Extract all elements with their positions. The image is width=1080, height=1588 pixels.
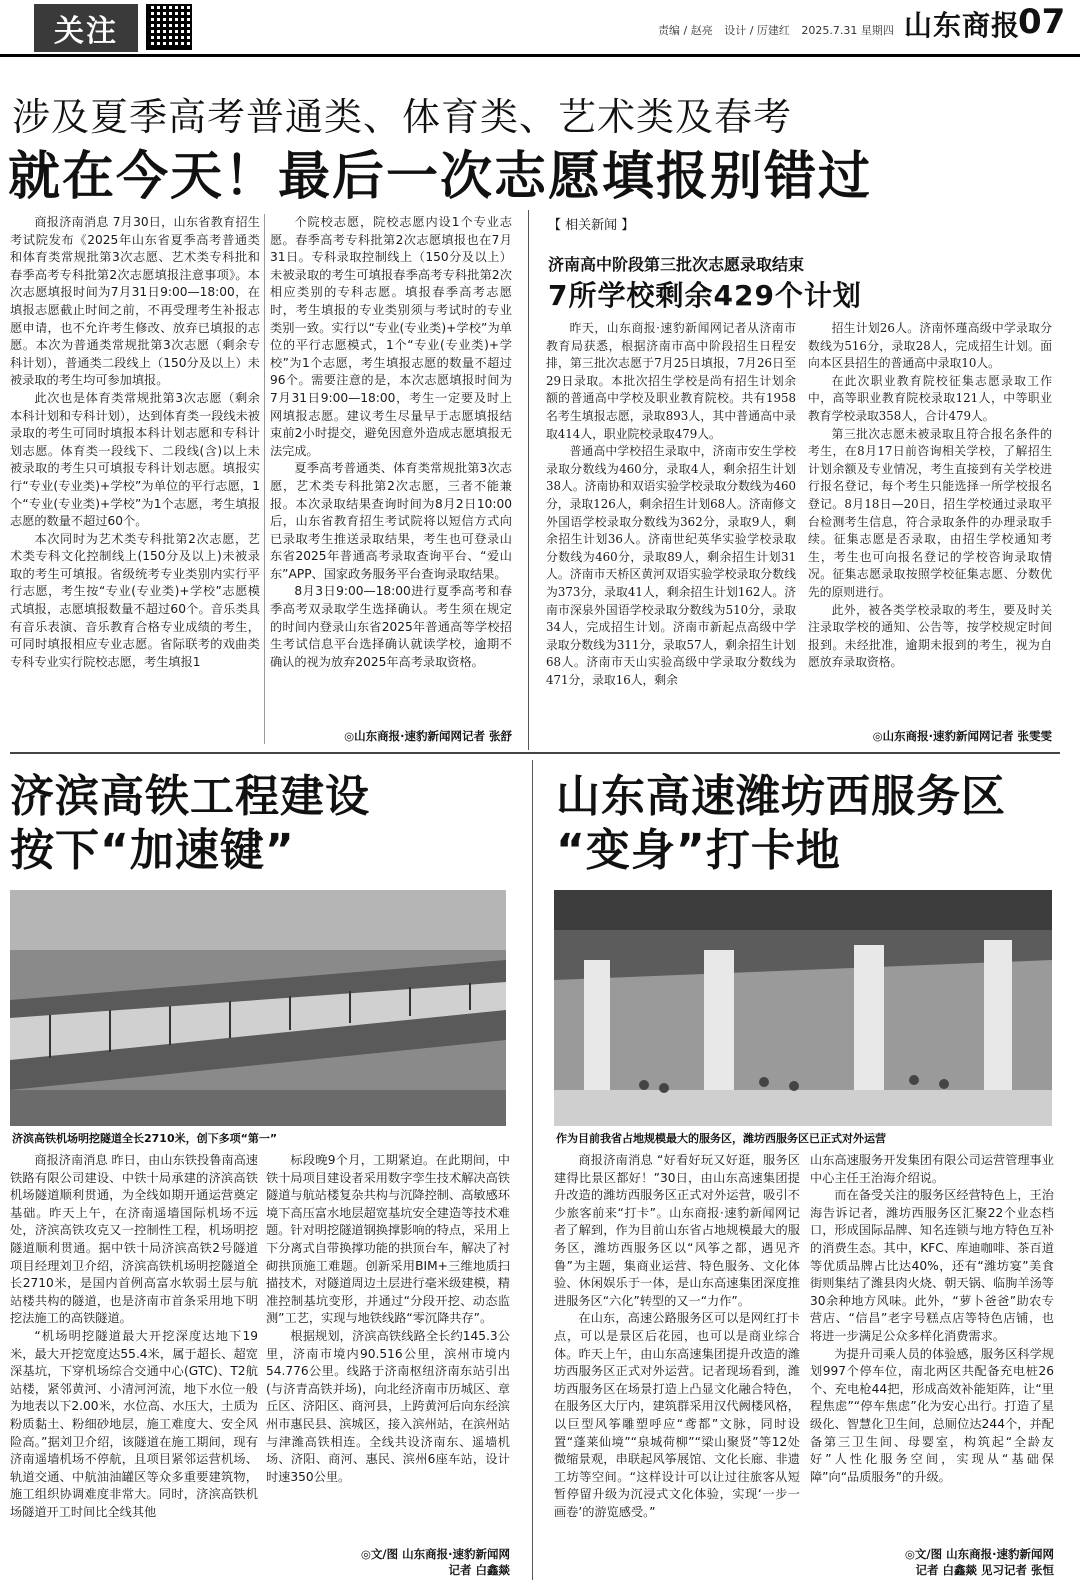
issue-date: 2025.7.31 星期四 (801, 24, 894, 37)
header-rule (0, 54, 1080, 57)
story-right-column-2 (810, 1152, 1054, 1542)
section-tag: 关注 (34, 4, 138, 52)
paragraph: 普通高中学校招生录取中，济南市安生学校录取分数线为460分，录取4人，剩余招生计划38人。济南协和双语实验学校录取分数线为460分，录取126人，剩余招生计划68人。济南修文外国语学校录取分数线为362分，录取9人，剩余招生计划36人。济南世纪英华实验学校录取分数线为460分，录取89人，剩余招生计划31人。济南市天桥区黄河双语实验学校录取分数线为373分，录取41人，剩余招生计划162人。济南市深泉外国语学校录取分数线为510分，录取34人，完成招生计划。济南市新起点高级中学录取分数线为311分，录取57人，剩余招生计划68人。济南市天山实验高级中学录取分数线为471分，录取16人，剩余 (546, 444, 796, 687)
story-left-column-2 (266, 1152, 510, 1542)
title-line: 山东高速潍坊西服务区 (556, 771, 1006, 822)
paragraph: 第三批次志愿未被录取且符合报名条件的考生，在8月17日前咨询相关学校，了解招生计划余额及专业情况，考生直接到有关学校进行报名登记，每个考生只能选择一所学校报名登记。8月18日—20日，招生学校通过录取平台检测考生信息，符合录取条件的办理录取手续。征集志愿是否录取，由招生学校通知考生，考生也可向报名登记的学校咨询录取情况。征集志愿录取按照学校征集志愿、分数优先的原则进行。 (808, 426, 1052, 599)
paragraph: 此次也是体育类常规批第3次志愿（剩余本科计划和专科计划），达到体育类一段线未被录取的考生可同时填报本科计划志愿和专科计划志愿。体育类一段线下、二段线(含)以上未被录取的考生只可填报专科计划志愿。填报实行“专业(专业类)+学校”为单位的平行志愿，1个“专业(专业类)+学校”为1个志愿，考生填报志愿的数量不超过60个。 (10, 390, 260, 529)
page-credits (658, 22, 902, 38)
paragraph: 夏季高考普通类、体育类常规批第3次志愿，艺术类专科批第2次志愿，三者不能兼报。本次录取结果查询时间为8月2日10:00后，山东省教育招生考试院将以短信方式向已录取考生推送录取结果，考生也可登录山东省2025年普通高考录取查询平台、“爱山东”APP、国家政务服务平台查询录取结果。 (270, 461, 512, 581)
column-divider (264, 214, 265, 744)
paragraph: “机场明挖隧道最大开挖深度达地下19米，最大开挖宽度达55.4米，属于超长、超宽深基坑，下穿机场综合交通中心(GTC)、T2航站楼，紧邻黄河、小清河河流，地下水位一般为地表以下2.00米，水位高、水压大，土质为粉质黏土、粉细砂地层，施工难度大、安全风险高。”据刘卫介绍，该隧道在施工期间，现有济南遥墙机场不停航，且项目紧邻运营机场、轨道交通、中航油油罐区等众多重要建筑物，施工组织协调难度非常大。同时，济滨高铁机场隧道开工时间比全线其他 (10, 1328, 258, 1519)
paragraph: 标段晚9个月，工期紧迫。在此期间，中铁十局项目建设者采用数字孪生技术解决高铁隧道与航站楼复杂共构与沉降控制、高敏感环境下高压富水地层超宽基坑安全建造等技术难题。针对明挖隧道钢换撑影响的特点，采用上下分离式自带换撑功能的拱顶台车，解决了衬砌拱顶施工难题。创新采用BIM+三维地质扫描技术，对隧道周边土层进行毫米级建模，精准控制基坑变形，并通过“分段开挖、动态监测”工艺，实现与地铁线路“零沉降共存”。 (266, 1153, 510, 1326)
related-column-1 (546, 320, 796, 746)
related-column-2 (808, 320, 1052, 724)
story-right-caption: 作为目前我省占地规模最大的服务区，潍坊西服务区已正式对外运营 (556, 1132, 886, 1145)
story-left-caption: 济滨高铁机场明挖隧道全长2710米，创下多项“第一” (12, 1132, 278, 1145)
story-left-title (10, 770, 370, 878)
related-byline: ◎山东商报·速豹新闻网记者 张雯雯 (872, 729, 1052, 743)
story-left-byline (266, 1546, 510, 1578)
paragraph: 根据规划，济滨高铁线路全长约145.3公里，济南市境内90.516公里，滨州市境内54.776公里。线路于济南枢纽济南东站引出(与济青高铁并场)，向北经济南市历城区、章丘区、济阳区、商河县，上跨黄河后向东经滨州市惠民县、滨城区，接入滨州站，在滨州站与津潍高铁相连。全线共设济南东、遥墙机场、济阳、商河、惠民、滨州6座车站，设计时速350公里。 (266, 1328, 510, 1484)
section-divider (528, 210, 529, 750)
byline-line: ◎文/图 山东商报·速豹新闻网 (904, 1547, 1054, 1561)
story-right-title (556, 770, 1006, 878)
paragraph: 此外，被各类学校录取的考生，要及时关注录取学校的通知、公告等，按学校规定时间报到。未经批准，逾期未报到的考生，视为自愿放弃录取资格。 (808, 602, 1052, 670)
service-area-photo (554, 890, 1052, 1126)
paragraph: 山东高速服务开发集团有限公司运营管理事业中心主任王治海介绍说。 (810, 1153, 1054, 1185)
story-right-byline (810, 1546, 1054, 1578)
lead-column-1 (10, 214, 260, 744)
related-title: 7所学校剩余429个计划 (548, 279, 862, 312)
byline-line: 记者 白鑫燚 见习记者 张恒 (915, 1563, 1054, 1577)
qr-code-icon (146, 4, 192, 50)
story-right-column-1 (554, 1152, 800, 1580)
lead-column-2 (270, 214, 512, 726)
page-number: 07 (1018, 2, 1066, 42)
title-line: 按下“加速键” (10, 825, 295, 876)
title-line: 济滨高铁工程建设 (10, 771, 370, 822)
paper-name: 山东商报 (904, 9, 1021, 42)
paragraph: 商报济南消息 “好看好玩又好逛，服务区建得比景区都好！”30日，由山东高速集团提升改造的潍坊西服务区正式对外运营，吸引不少旅客前来“打卡”。山东商报·速豹新闻网记者了解到，作为目前山东省占地规模最大的服务区，潍坊西服务区以“风筝之都，遇见齐鲁”为主题，集商业运营、特色服务、文化体验、休闲娱乐于一体，是山东高速集团深度推进服务区“六化”转型的又一“力作”。 (554, 1153, 800, 1308)
paragraph: 在山东，高速公路服务区可以是网红打卡点，可以是景区后花园，也可以是商业综合体。昨天上午，由山东高速集团提升改造的潍坊西服务区正式对外运营。记者现场看到，潍坊西服务区在场景打造上凸显文化融合特色，在服务区大厅内，建筑群采用汉代阙楼风格，以巨型风筝雕塑呼应“鸢都”文脉，同时设置“蓬莱仙境”“泉城荷柳”“梁山聚贤”等12处微缩景观，串联起风筝展馆、文化长廊、非遗工坊等空间。“这样设计可以让过往旅客从短暂停留升级为沉浸式文化体验，实现‘一步一画卷’的游览感受。” (554, 1311, 800, 1519)
related-subtitle: 济南高中阶段第三批次志愿录取结束 (548, 255, 805, 274)
tunnel-photo (10, 890, 506, 1126)
section-divider (532, 760, 533, 1580)
editor-credit: 责编 / 赵亮 (658, 24, 713, 37)
lead-kicker: 涉及夏季高考普通类、体育类、艺术类及春考 (12, 95, 793, 139)
paragraph: 在此次职业教育院校征集志愿录取工作中，高等职业教育院校录取121人，中等职业教育学校录取358人，合计479人。 (808, 373, 1052, 423)
paragraph: 昨天，山东商报·速豹新闻网记者从济南市教育局获悉，根据济南市高中阶段招生日程安排，第三批次志愿于7月25日填报，7月26日至29日录取。本批次招生学校是尚有招生计划余额的普通高中学校及职业教育院校。共有1958名考生填报志愿，录取893人，其中普通高中录取414人，职业院校录取479人。 (546, 321, 796, 441)
section-rule (10, 752, 1060, 754)
paragraph: 个院校志愿，院校志愿内设1个专业志愿。春季高考专科批第2次志愿填报也在7月31日。专科录取控制线上（150分及以上）未被录取的考生可填报春季高考专科批第2次相应类别的专科志愿。填报春季高考志愿时，考生填报的专业类别须与考试时的专业类别一致。实行以“专业(专业类)+学校”为单位的平行志愿模式，1个“专业(专业类)+学校”为1个志愿，考生填报志愿的数量不超过96个。需要注意的是，本次志愿填报时间为7月31日9:00—18:00，考生一定要及时上网填报志愿。建议考生尽量早于志愿填报结束前2小时提交，避免因意外造成志愿填报无法完成。 (270, 215, 512, 458)
paragraph: 招生计划26人。济南怀瑾高级中学录取分数线为516分，录取28人，完成招生计划。面向本区县招生的普通高中录取10人。 (808, 321, 1052, 371)
story-left-column-1 (10, 1152, 258, 1580)
paragraph: 8月3日9:00—18:00进行夏季高考和春季高考双录取学生选择确认。考生须在规定的时间内登录山东省2025年普通高等学校招生考试信息平台选择确认就读学校，逾期不确认的视为放弃2025年高考录取资格。 (270, 584, 512, 669)
byline-line: ◎文/图 山东商报·速豹新闻网 (360, 1547, 510, 1561)
paragraph: 为提升司乘人员的体验感，服务区科学规划997个停车位，南北两区共配备充电桩26个、充电枪44把，形成高效补能矩阵，让“里程焦虑”“停车焦虑”化为安心出行。打造了星级化、智慧化卫生间，总厕位达244个，并配备第三卫生间、母婴室，构筑起“全龄友好”人性化服务空间，实现从“基础保障”向“品质服务”的升级。 (810, 1346, 1054, 1484)
related-news-tag: 【 相关新闻 】 (548, 218, 635, 233)
byline-line: 记者 白鑫燚 (448, 1563, 510, 1577)
title-line: “变身”打卡地 (556, 825, 841, 876)
lead-byline: ◎山东商报·速豹新闻网记者 张舒 (344, 729, 512, 743)
paragraph: 商报济南消息 昨日，由山东铁投鲁南高速铁路有限公司建设、中铁十局承建的济滨高铁机场隧道顺利贯通，为全线如期开通运营奠定基础。昨天上午，在济南遥墙国际机场不远处，济滨高铁攻克又一控制性工程，机场明挖隧道顺利贯通。据中铁十局济滨高铁2号隧道项目经理刘卫介绍，济滨高铁机场明挖隧道全长2710米，是国内首例高富水软弱土层与航站楼共构的隧道，也是济南市首条采用地下明挖法施工的高铁隧道。 (10, 1153, 258, 1326)
lead-headline: 就在今天！最后一次志愿填报别错过 (8, 147, 873, 207)
service-area-hall-image (554, 890, 1052, 1126)
paragraph: 商报济南消息 7月30日，山东省教育招生考试院发布《2025年山东省夏季高考普通类和体育类常规批第3次志愿、艺术类专科批和春季高考专科批第2次志愿填报注意事项》。本次志愿填报时间为7月31日9:00—18:00，在填报志愿截止时间之前，不再受理考生补报志愿申请，也不允许考生修改、放弃已填报的志愿。本次为普通类常规批第3次志愿（剩余专科计划），普通类二段线上（150分及以上）未被录取的考生均可参加填报。 (10, 215, 260, 388)
paragraph: 而在备受关注的服务区经营特色上，王治海告诉记者，潍坊西服务区汇聚22个业态档口，形成国际品牌、知名连锁与地方特色互补的消费生态。其中，KFC、库迪咖啡、茶百道等优质品牌占比达40%，还有“潍坊宴”美食街则集结了潍县肉火烧、朝天锅、临朐羊汤等30余种地方风味。此外，“萝卜爸爸”助农专营店、“信昌”老字号糕点店等特色店铺，也将进一步满足公众多样化消费需求。 (810, 1188, 1054, 1343)
tunnel-aerial-image (10, 890, 506, 1126)
designer-credit: 设计 / 厉建红 (724, 24, 790, 37)
paragraph: 本次同时为艺术类专科批第2次志愿，艺术类专科文化控制线上(150分及以上)未被录取的考生可填报。省级统考专业类别内实行平行志愿，考生按“专业(专业类)+学校”志愿模式填报，志愿填报数量不超过60个。音乐类具有音乐表演、音乐教育合格专业成绩的考生，可同时填报相应专业志愿。省际联考的戏曲类专科专业实行院校志愿，考生填报1 (10, 531, 260, 669)
